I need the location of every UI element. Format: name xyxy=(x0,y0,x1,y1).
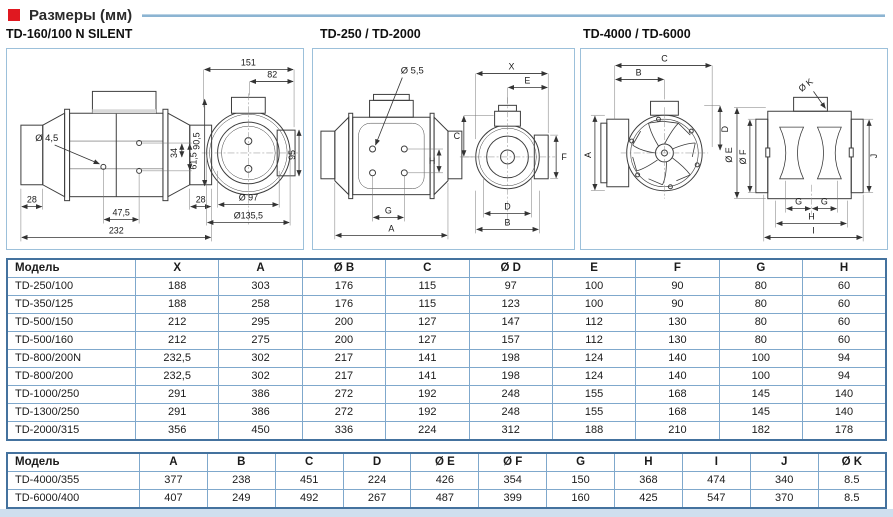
technical-drawing-td4000 xyxy=(581,49,887,249)
value-cell: 232,5 xyxy=(136,368,219,386)
model-cell: TD-1300/250 xyxy=(7,404,136,422)
drawing-panel-td160 xyxy=(6,48,304,250)
value-cell: 8.5 xyxy=(818,472,886,490)
value-cell: 112 xyxy=(552,314,635,332)
column-header: G xyxy=(547,453,615,472)
value-cell: 340 xyxy=(750,472,818,490)
dim-label: D xyxy=(504,201,511,212)
dim-label: I xyxy=(812,225,815,236)
value-cell: 140 xyxy=(803,386,887,404)
value-cell: 492 xyxy=(275,490,343,509)
column-header: Ø F xyxy=(479,453,547,472)
dim-label: G xyxy=(820,196,828,207)
dim-label: C xyxy=(661,53,668,64)
value-cell: 168 xyxy=(636,386,719,404)
value-cell: 212 xyxy=(136,314,219,332)
table-row xyxy=(7,386,886,404)
column-header: C xyxy=(275,453,343,472)
column-header: G xyxy=(719,259,802,278)
header-rule-divider xyxy=(142,14,885,17)
dim-label: E xyxy=(524,75,531,86)
dim-label: 95 xyxy=(287,149,298,160)
column-header: E xyxy=(552,259,635,278)
column-header: A xyxy=(140,453,208,472)
value-cell: 451 xyxy=(275,472,343,490)
dim-label: Ø 97 xyxy=(238,192,259,203)
dim-label: 47,5 xyxy=(112,207,130,218)
value-cell: 302 xyxy=(219,368,302,386)
value-cell: 112 xyxy=(552,332,635,350)
column-header: C xyxy=(386,259,469,278)
value-cell: 115 xyxy=(386,278,469,296)
dim-label: Ø K xyxy=(796,76,815,94)
value-cell: 100 xyxy=(552,278,635,296)
model-cell: TD-2000/315 xyxy=(7,422,136,441)
value-cell: 212 xyxy=(136,332,219,350)
dim-label: 90,5 xyxy=(191,132,202,150)
dim-label: X xyxy=(508,61,515,72)
table-header-row xyxy=(7,259,886,278)
value-cell: 188 xyxy=(136,278,219,296)
dim-label: G xyxy=(384,205,392,216)
column-header: Модель xyxy=(7,453,140,472)
value-cell: 182 xyxy=(719,422,802,441)
drawing-panel-td4000 xyxy=(580,48,888,250)
value-cell: 368 xyxy=(615,472,683,490)
value-cell: 97 xyxy=(469,278,552,296)
column-header: D xyxy=(343,453,411,472)
drawing-title-td4000: TD-4000 / TD-6000 xyxy=(583,27,691,41)
value-cell: 123 xyxy=(469,296,552,314)
model-cell: TD-800/200N xyxy=(7,350,136,368)
value-cell: 192 xyxy=(386,386,469,404)
model-cell: TD-500/150 xyxy=(7,314,136,332)
page-bottom-band xyxy=(0,509,893,517)
value-cell: 141 xyxy=(386,368,469,386)
model-cell: TD-1000/250 xyxy=(7,386,136,404)
value-cell: 140 xyxy=(636,368,719,386)
value-cell: 80 xyxy=(719,332,802,350)
value-cell: 150 xyxy=(547,472,615,490)
table-row xyxy=(7,490,886,509)
value-cell: 291 xyxy=(136,404,219,422)
value-cell: 302 xyxy=(219,350,302,368)
value-cell: 115 xyxy=(386,296,469,314)
dim-label: Ø 4,5 xyxy=(35,132,59,144)
value-cell: 90 xyxy=(636,296,719,314)
column-header: Модель xyxy=(7,259,136,278)
table-row xyxy=(7,314,886,332)
value-cell: 487 xyxy=(411,490,479,509)
mounting-hole xyxy=(370,146,376,152)
dim-label: A xyxy=(388,223,395,234)
value-cell: 217 xyxy=(302,350,385,368)
value-cell: 336 xyxy=(302,422,385,441)
value-cell: 272 xyxy=(302,404,385,422)
dim-label: J xyxy=(869,153,880,159)
dim-label: 232 xyxy=(108,225,124,236)
table-row xyxy=(7,404,886,422)
dim-label: 28 xyxy=(195,194,206,205)
value-cell: 80 xyxy=(719,296,802,314)
drawing-title-td250: TD-250 / TD-2000 xyxy=(320,27,421,41)
value-cell: 60 xyxy=(803,296,887,314)
table-row xyxy=(7,278,886,296)
value-cell: 198 xyxy=(469,368,552,386)
table-row xyxy=(7,472,886,490)
value-cell: 377 xyxy=(140,472,208,490)
value-cell: 130 xyxy=(636,332,719,350)
dim-label: D xyxy=(720,125,731,133)
model-cell: TD-800/200 xyxy=(7,368,136,386)
value-cell: 258 xyxy=(219,296,302,314)
value-cell: 198 xyxy=(469,350,552,368)
value-cell: 267 xyxy=(343,490,411,509)
column-header: Ø K xyxy=(818,453,886,472)
model-cell: TD-350/125 xyxy=(7,296,136,314)
value-cell: 238 xyxy=(207,472,275,490)
value-cell: 200 xyxy=(302,332,385,350)
value-cell: 248 xyxy=(469,404,552,422)
value-cell: 155 xyxy=(552,404,635,422)
value-cell: 157 xyxy=(469,332,552,350)
value-cell: 210 xyxy=(636,422,719,441)
value-cell: 127 xyxy=(386,332,469,350)
value-cell: 176 xyxy=(302,278,385,296)
value-cell: 90 xyxy=(636,278,719,296)
value-cell: 303 xyxy=(219,278,302,296)
value-cell: 249 xyxy=(207,490,275,509)
section-header xyxy=(8,6,885,24)
column-header: B xyxy=(207,453,275,472)
table-row xyxy=(7,422,886,441)
table-row xyxy=(7,350,886,368)
column-header: H xyxy=(615,453,683,472)
drawing-panel-td250 xyxy=(312,48,575,250)
value-cell: 145 xyxy=(719,386,802,404)
value-cell: 140 xyxy=(636,350,719,368)
dim-label: 151 xyxy=(240,57,256,68)
fan-front-view xyxy=(601,101,702,190)
value-cell: 100 xyxy=(719,368,802,386)
model-cell: TD-500/160 xyxy=(7,332,136,350)
value-cell: 426 xyxy=(411,472,479,490)
value-cell: 80 xyxy=(719,278,802,296)
dim-label: F xyxy=(561,151,567,162)
value-cell: 450 xyxy=(219,422,302,441)
value-cell: 217 xyxy=(302,368,385,386)
column-header: F xyxy=(636,259,719,278)
value-cell: 312 xyxy=(469,422,552,441)
value-cell: 141 xyxy=(386,350,469,368)
dim-label: B xyxy=(504,217,511,228)
value-cell: 127 xyxy=(386,314,469,332)
model-cell: TD-250/100 xyxy=(7,278,136,296)
dim-label: H xyxy=(808,211,815,222)
dim-label: Ø 5,5 xyxy=(400,64,424,76)
value-cell: 295 xyxy=(219,314,302,332)
value-cell: 200 xyxy=(302,314,385,332)
dim-label: 61,5 xyxy=(188,152,199,170)
technical-drawing-td160 xyxy=(7,49,303,249)
value-cell: 100 xyxy=(552,296,635,314)
mounting-hole xyxy=(401,146,407,152)
value-cell: 399 xyxy=(479,490,547,509)
value-cell: 232,5 xyxy=(136,350,219,368)
column-header: Ø D xyxy=(469,259,552,278)
value-cell: 124 xyxy=(552,350,635,368)
dim-label: C xyxy=(453,131,461,142)
column-header: A xyxy=(219,259,302,278)
dim-label: 82 xyxy=(267,69,278,80)
table-row xyxy=(7,296,886,314)
value-cell: 160 xyxy=(547,490,615,509)
value-cell: 155 xyxy=(552,386,635,404)
dimensions-table-large-models xyxy=(6,452,887,509)
value-cell: 60 xyxy=(803,332,887,350)
section-title: Размеры (мм) xyxy=(29,6,133,24)
value-cell: 188 xyxy=(552,422,635,441)
table-row xyxy=(7,368,886,386)
column-header: I xyxy=(682,453,750,472)
dim-label: 28 xyxy=(26,194,37,205)
value-cell: 356 xyxy=(136,422,219,441)
value-cell: 140 xyxy=(803,404,887,422)
value-cell: 60 xyxy=(803,314,887,332)
dim-label: Ø F xyxy=(737,149,748,165)
value-cell: 425 xyxy=(615,490,683,509)
value-cell: 8.5 xyxy=(818,490,886,509)
value-cell: 145 xyxy=(719,404,802,422)
table-row xyxy=(7,332,886,350)
value-cell: 474 xyxy=(682,472,750,490)
value-cell: 224 xyxy=(343,472,411,490)
value-cell: 80 xyxy=(719,314,802,332)
side-view xyxy=(21,91,212,200)
value-cell: 386 xyxy=(219,404,302,422)
mounting-hole xyxy=(370,170,376,176)
value-cell: 354 xyxy=(479,472,547,490)
value-cell: 168 xyxy=(636,404,719,422)
column-header: Ø E xyxy=(411,453,479,472)
value-cell: 94 xyxy=(803,368,887,386)
table-header-row xyxy=(7,453,886,472)
technical-drawing-td250 xyxy=(313,49,574,249)
value-cell: 291 xyxy=(136,386,219,404)
model-cell: TD-6000/400 xyxy=(7,490,140,509)
dim-label: G xyxy=(795,196,803,207)
dim-label: Ø E xyxy=(724,147,735,163)
column-header: X xyxy=(136,259,219,278)
value-cell: 124 xyxy=(552,368,635,386)
value-cell: 272 xyxy=(302,386,385,404)
value-cell: 386 xyxy=(219,386,302,404)
value-cell: 547 xyxy=(682,490,750,509)
value-cell: 94 xyxy=(803,350,887,368)
column-header: H xyxy=(803,259,887,278)
column-header: J xyxy=(750,453,818,472)
value-cell: 370 xyxy=(750,490,818,509)
column-header: Ø B xyxy=(302,259,385,278)
value-cell: 147 xyxy=(469,314,552,332)
value-cell: 60 xyxy=(803,278,887,296)
dim-label: 34 xyxy=(168,148,179,158)
front-view xyxy=(476,105,548,188)
dim-label: B xyxy=(635,67,642,78)
section-bullet-icon xyxy=(8,9,20,21)
mounting-hole xyxy=(401,170,407,176)
value-cell: 407 xyxy=(140,490,208,509)
dim-label: A xyxy=(582,151,593,158)
value-cell: 275 xyxy=(219,332,302,350)
value-cell: 100 xyxy=(719,350,802,368)
value-cell: 192 xyxy=(386,404,469,422)
model-cell: TD-4000/355 xyxy=(7,472,140,490)
side-view xyxy=(756,97,863,198)
drawing-title-td160: TD-160/100 N SILENT xyxy=(6,27,133,41)
side-view xyxy=(321,94,462,198)
value-cell: 248 xyxy=(469,386,552,404)
front-view xyxy=(207,97,298,194)
value-cell: 176 xyxy=(302,296,385,314)
value-cell: 178 xyxy=(803,422,887,441)
value-cell: 188 xyxy=(136,296,219,314)
dim-label: Ø135,5 xyxy=(233,210,264,221)
value-cell: 224 xyxy=(386,422,469,441)
dimensions-table-main xyxy=(6,258,887,441)
dim-label: H xyxy=(428,155,436,166)
value-cell: 130 xyxy=(636,314,719,332)
